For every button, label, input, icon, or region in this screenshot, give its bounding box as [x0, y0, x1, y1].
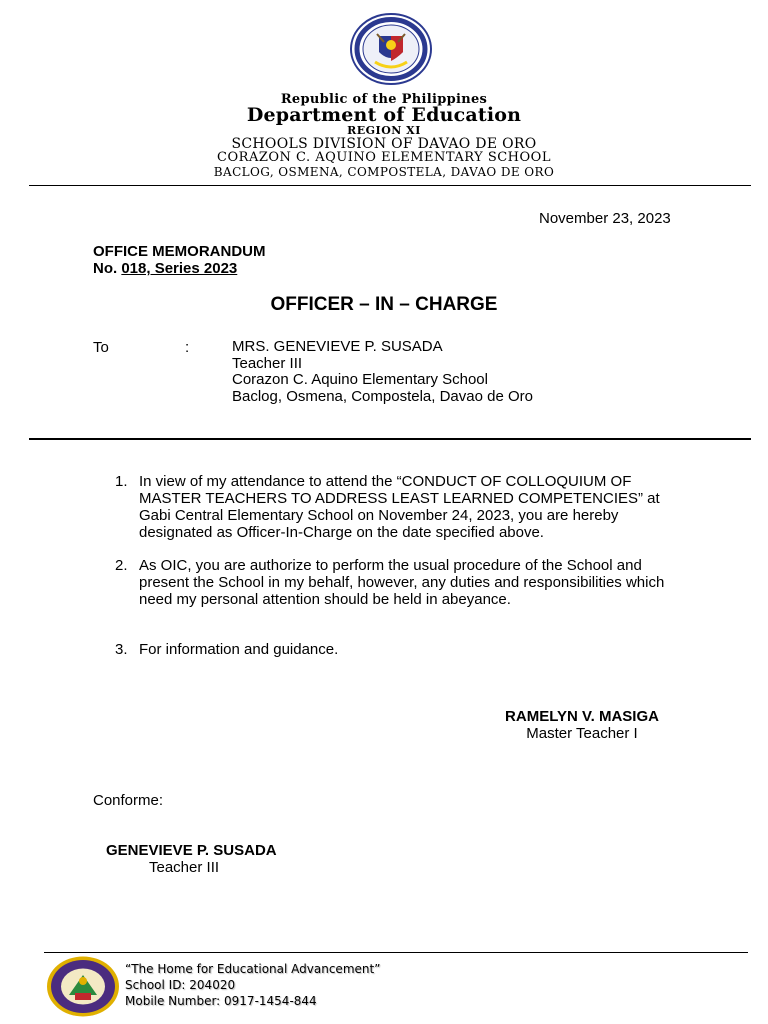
- recipient-school: Corazon C. Aquino Elementary School: [232, 371, 488, 389]
- body-divider: [29, 438, 751, 440]
- signatory-position: Master Teacher I: [526, 725, 638, 742]
- letterhead-division: SCHOOLS DIVISION OF DAVAO DE ORO: [231, 136, 537, 152]
- memo-label: OFFICE MEMORANDUM: [93, 243, 266, 260]
- recipient-address: Baclog, Osmena, Compostela, Davao de Oro: [232, 388, 533, 406]
- recipient-name: MRS. GENEVIEVE P. SUSADA: [232, 338, 443, 355]
- signatory-name: RAMELYN V. MASIGA: [505, 708, 659, 725]
- memo-no-prefix: No.: [93, 260, 122, 277]
- memo-title: OFFICER – IN – CHARGE: [270, 294, 498, 315]
- list-item: [115, 473, 675, 543]
- letterhead-department: Department of Education: [246, 104, 522, 126]
- list-item: [115, 641, 675, 661]
- memo-heading: [93, 243, 266, 277]
- footer-tagline: “The Home for Educational Advancement”: [125, 962, 381, 976]
- item-number: 3.: [115, 641, 128, 658]
- item-text: As OIC, you are authorize to perform the usual procedure of the School and present the School in my behalf, however, any duties and responsibilities which need my personal attention should be held in abeyance.: [139, 557, 665, 608]
- to-label: To: [93, 339, 109, 356]
- item-number: 2.: [115, 557, 128, 574]
- letterhead-region: REGION XI: [347, 124, 421, 137]
- footer-mobile: Mobile Number: 0917-1454-844: [125, 994, 317, 1008]
- to-colon: :: [185, 339, 190, 356]
- deped-seal-icon: [349, 12, 433, 86]
- letterhead-republic: Republic of the Philippines: [280, 92, 488, 107]
- item-text: For information and guidance.: [139, 641, 339, 658]
- conforme-position: Teacher III: [149, 859, 220, 876]
- recipient-block: [232, 339, 533, 406]
- memo-number-line: [93, 260, 266, 277]
- item-text: In view of my attendance to attend the “CONDUCT OF COLLOQUIUM OF MASTER TEACHERS TO ADDRESS LEAST LEARNED COMPETENCIES” at Gabi Central Elementary School on November 24, 2023, you are hereby designated as Officer-In-Charge on the date specified above.: [139, 473, 660, 541]
- memo-number: 018, Series 2023: [121, 260, 238, 277]
- item-number: 1.: [115, 473, 128, 490]
- school-logo-icon: [45, 955, 121, 1018]
- footer-divider: [44, 952, 748, 953]
- letterhead-school: CORAZON C. AQUINO ELEMENTARY SCHOOL: [217, 150, 551, 165]
- conforme-label: Conforme:: [93, 792, 164, 809]
- recipient-position: Teacher III: [232, 354, 303, 372]
- conforme-name: GENEVIEVE P. SUSADA: [106, 842, 277, 859]
- memo-date: November 23, 2023: [539, 210, 671, 227]
- letterhead-address: BACLOG, OSMENA, COMPOSTELA, DAVAO DE ORO: [213, 165, 555, 179]
- footer-school-id: School ID: 204020: [125, 978, 236, 992]
- header-divider: [29, 185, 751, 186]
- list-item: [115, 557, 675, 609]
